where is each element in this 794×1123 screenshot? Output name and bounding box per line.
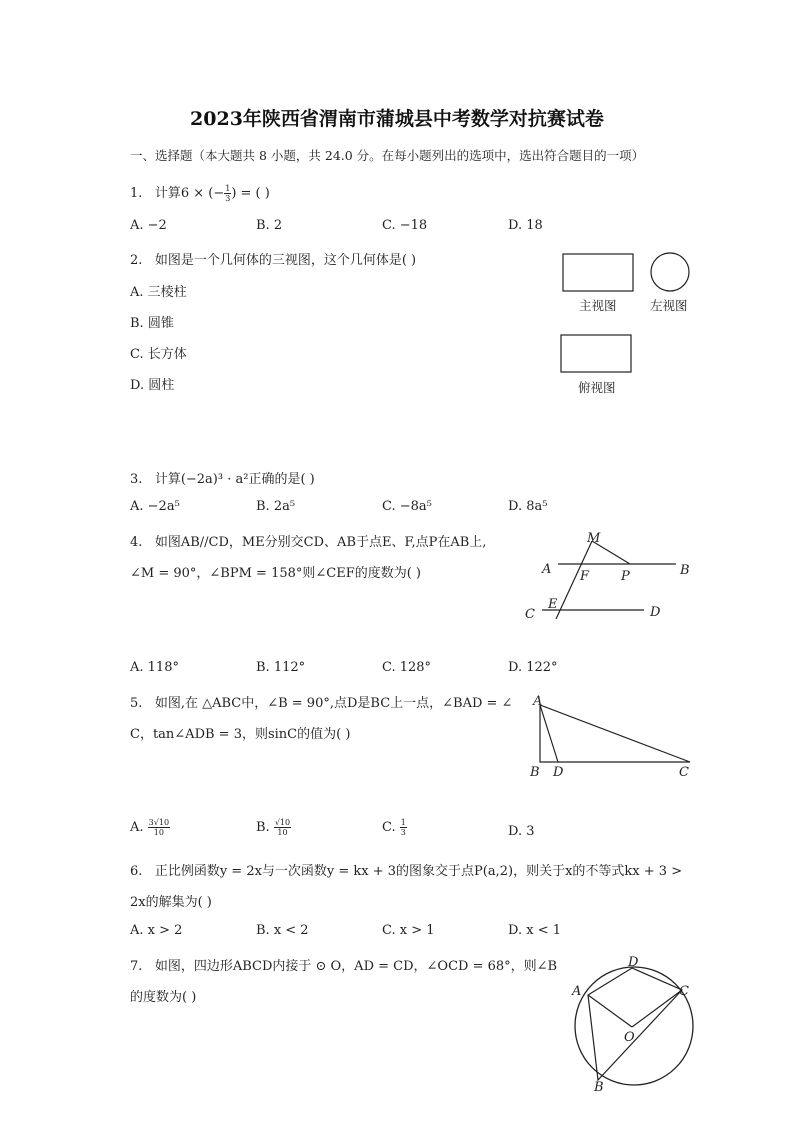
question-number: 3. (130, 472, 143, 487)
option-b[interactable]: B. 圆锥 (130, 316, 174, 331)
left-view-circle (651, 253, 689, 291)
question-4-line2: ∠M = 90°，∠BPM = 158°则∠CEF的度数为( ) (130, 566, 422, 581)
label-c: C (679, 984, 689, 999)
option-a[interactable]: A. x > 2 (130, 923, 183, 938)
option-b[interactable]: B. $\frac{√10}{10}$ (256, 818, 291, 837)
question-text-end: ) = ( ) (231, 186, 270, 201)
segment-ad (540, 705, 558, 762)
label-b: B (680, 563, 690, 578)
option-b[interactable]: B. 2 (256, 218, 283, 233)
label-p: P (621, 569, 630, 584)
option-a[interactable]: A. −2 (130, 218, 167, 233)
triangle-abc (540, 705, 690, 762)
question-7 (130, 955, 557, 974)
top-view-rect (561, 335, 631, 372)
circle-figure (562, 950, 712, 1100)
question-number: 5. (130, 696, 143, 711)
question-number: 7. (130, 959, 143, 974)
question-4 (130, 531, 486, 550)
segment-oc (632, 990, 682, 1027)
triangle-figure (522, 692, 702, 782)
label-b: B (594, 1080, 604, 1095)
page-title: 2023年陕西省渭南市蒲城县中考数学对抗赛试卷 (190, 108, 604, 130)
label-a: A (542, 562, 552, 577)
fraction: $\frac{√10}{10}$ (274, 818, 291, 837)
label-c: C (525, 607, 535, 622)
top-view-label: 俯视图 (578, 380, 616, 395)
question-number: 4. (130, 535, 143, 550)
question-number: 2. (130, 253, 143, 268)
question-number: 1. (130, 186, 143, 201)
parallel-lines-figure (520, 528, 700, 624)
option-d[interactable]: D. 8a⁵ (508, 499, 548, 514)
question-text: 正比例函数y = 2x与一次函数y = kx + 3的图象交于点P(a,2)，则关于x的不等式kx + 3 > (154, 864, 683, 879)
question-text: 计算6 × (− (154, 186, 225, 201)
option-b[interactable]: B. 112° (256, 660, 306, 675)
option-c[interactable]: C. $\frac{1}{3}$ (382, 818, 406, 837)
option-d[interactable]: D. 3 (508, 824, 535, 839)
label-d: D (650, 605, 661, 620)
label-a: A (572, 984, 582, 999)
option-c[interactable]: C. x > 1 (382, 923, 435, 938)
question-text: 如图,在 △ABC中，∠B = 90°,点D是BC上一点，∠BAD = ∠ (154, 696, 513, 711)
option-a[interactable]: A. −2a⁵ (130, 499, 180, 514)
fraction: $\frac{3√10}{10}$ (148, 818, 170, 837)
option-a[interactable]: A. $\frac{3√10}{10}$ (130, 818, 170, 837)
label-c: C (679, 765, 689, 780)
question-6 (130, 860, 682, 879)
question-7-line2: 的度数为( ) (130, 990, 197, 1005)
question-5-line2: C，tan∠ADB = 3，则sinC的值为( ) (130, 727, 351, 742)
question-text: 如图，四边形ABCD内接于 ⊙ O，AD = CD，∠OCD = 68°，则∠B (154, 959, 558, 974)
label-b: B (530, 765, 540, 780)
option-a[interactable]: A. 118° (130, 660, 179, 675)
option-c[interactable]: C. 128° (382, 660, 432, 675)
question-5 (130, 692, 512, 711)
question-1 (130, 182, 270, 203)
three-view-figure (555, 248, 705, 400)
fraction: $\frac{1}{3}$ (225, 184, 231, 203)
label-d: D (628, 955, 639, 970)
option-c[interactable]: C. 长方体 (130, 347, 187, 362)
label-o: O (624, 1030, 635, 1045)
section-heading: 一、选择题（本大题共 8 小题，共 24.0 分。在每小题列出的选项中，选出符合题目的一项） (130, 148, 645, 163)
question-2 (130, 249, 416, 268)
label-a: A (533, 694, 543, 709)
option-d[interactable]: D. 122° (508, 660, 558, 675)
left-view-label: 左视图 (650, 298, 688, 313)
question-6-line2: 2x的解集为( ) (130, 895, 212, 910)
question-text: 如图是一个几何体的三视图，这个几何体是( ) (154, 253, 417, 268)
question-3 (130, 468, 315, 487)
option-c[interactable]: C. −8a⁵ (382, 499, 432, 514)
option-d[interactable]: D. 圆柱 (130, 378, 175, 393)
option-c[interactable]: C. −18 (382, 218, 428, 233)
segment-oa (588, 995, 632, 1027)
front-view-label: 主视图 (579, 298, 617, 313)
front-view-rect (563, 254, 633, 291)
label-e: E (548, 597, 558, 612)
label-f: F (580, 569, 590, 584)
question-number: 6. (130, 864, 143, 879)
label-m: M (587, 531, 601, 546)
option-d[interactable]: D. x < 1 (508, 923, 561, 938)
question-text: 计算(−2a)³ · a²正确的是( ) (154, 472, 315, 487)
question-text: 如图AB//CD，ME分别交CD、AB于点E、F,点P在AB上, (154, 535, 487, 550)
option-d[interactable]: D. 18 (508, 218, 543, 233)
option-b[interactable]: B. x < 2 (256, 923, 309, 938)
quadrilateral-abcd (588, 968, 682, 1080)
option-b[interactable]: B. 2a⁵ (256, 499, 296, 514)
option-a[interactable]: A. 三棱柱 (130, 285, 187, 300)
label-d: D (553, 765, 564, 780)
fraction: $\frac{1}{3}$ (400, 818, 406, 837)
